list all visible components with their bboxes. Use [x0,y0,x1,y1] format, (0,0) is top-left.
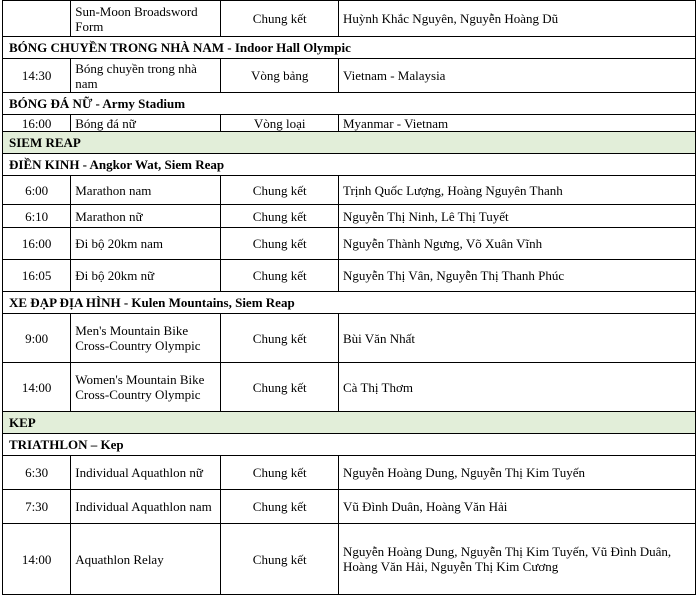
athletes-cell: Myanmar - Vietnam [338,115,695,132]
round-cell: Chung kết [221,228,339,260]
round-cell: Chung kết [221,205,339,228]
athletes-cell: Nguyễn Hoàng Dung, Nguyễn Thị Kim Tuyến [338,456,695,490]
section-title: BÓNG CHUYỀN TRONG NHÀ NAM - Indoor Hall Olympic [3,37,696,59]
table-row [3,228,696,260]
athletes-cell: Vũ Đình Duân, Hoàng Văn Hải [338,490,695,524]
event-cell: Women's Mountain Bike Cross-Country Olympic [71,363,221,412]
time-cell: 6:10 [3,205,71,228]
table-row [3,205,696,228]
athletes-cell: Vietnam - Malaysia [338,59,695,93]
event-cell: Aquathlon Relay [71,524,221,595]
region-header-row [3,132,696,154]
athletes-cell: Nguyễn Thị Vân, Nguyễn Thị Thanh Phúc [338,260,695,292]
athletes-cell: Huỳnh Khắc Nguyên, Nguyễn Hoàng Dũ [338,1,695,37]
event-cell: Đi bộ 20km nữ [71,260,221,292]
region-header-row [3,412,696,434]
section-title: BÓNG ĐÁ NỮ - Army Stadium [3,93,696,115]
time-cell: 14:00 [3,363,71,412]
event-cell: Marathon nữ [71,205,221,228]
table-row [3,363,696,412]
round-cell: Chung kết [221,260,339,292]
schedule-body [3,1,696,595]
time-cell: 16:00 [3,115,71,132]
event-cell: Marathon nam [71,176,221,205]
region-title: KEP [3,412,696,434]
section-title: TRIATHLON – Kep [3,434,696,456]
event-cell: Individual Aquathlon nữ [71,456,221,490]
round-cell: Chung kết [221,524,339,595]
table-row [3,524,696,595]
time-cell: 14:30 [3,59,71,93]
time-cell: 14:00 [3,524,71,595]
section-header-row [3,292,696,314]
athletes-cell: Trịnh Quốc Lượng, Hoàng Nguyên Thanh [338,176,695,205]
athletes-cell: Nguyễn Thị Ninh, Lê Thị Tuyết [338,205,695,228]
region-title: SIEM REAP [3,132,696,154]
table-row [3,490,696,524]
table-row [3,1,696,37]
athletes-cell: Nguyễn Thành Ngưng, Võ Xuân Vĩnh [338,228,695,260]
round-cell: Chung kết [221,314,339,363]
event-cell: Sun-Moon Broadsword Form [71,1,221,37]
athletes-cell: Bùi Văn Nhất [338,314,695,363]
round-cell: Vòng bảng [221,59,339,93]
round-cell: Chung kết [221,490,339,524]
time-cell: 6:00 [3,176,71,205]
section-title: ĐIỀN KINH - Angkor Wat, Siem Reap [3,154,696,176]
event-cell: Individual Aquathlon nam [71,490,221,524]
time-cell: 7:30 [3,490,71,524]
table-row [3,176,696,205]
section-header-row [3,154,696,176]
time-cell: 9:00 [3,314,71,363]
table-row [3,115,696,132]
round-cell: Chung kết [221,1,339,37]
section-title: XE ĐẠP ĐỊA HÌNH - Kulen Mountains, Siem Reap [3,292,696,314]
athletes-cell: Cà Thị Thơm [338,363,695,412]
table-row [3,260,696,292]
time-cell: 16:05 [3,260,71,292]
table-row [3,456,696,490]
round-cell: Chung kết [221,456,339,490]
athletes-cell: Nguyễn Hoàng Dung, Nguyễn Thị Kim Tuyến, Vũ Đình Duân, Hoàng Văn Hải, Nguyễn Thị Kim Cương [338,524,695,595]
time-cell: 16:00 [3,228,71,260]
table-row [3,59,696,93]
round-cell: Vòng loại [221,115,339,132]
section-header-row [3,434,696,456]
event-cell: Đi bộ 20km nam [71,228,221,260]
round-cell: Chung kết [221,363,339,412]
event-cell: Men's Mountain Bike Cross-Country Olympic [71,314,221,363]
table-row [3,314,696,363]
section-header-row [3,37,696,59]
event-cell: Bóng đá nữ [71,115,221,132]
round-cell: Chung kết [221,176,339,205]
time-cell: 6:30 [3,456,71,490]
time-cell [3,1,71,37]
event-cell: Bóng chuyền trong nhà nam [71,59,221,93]
schedule-table [2,0,696,595]
section-header-row [3,93,696,115]
